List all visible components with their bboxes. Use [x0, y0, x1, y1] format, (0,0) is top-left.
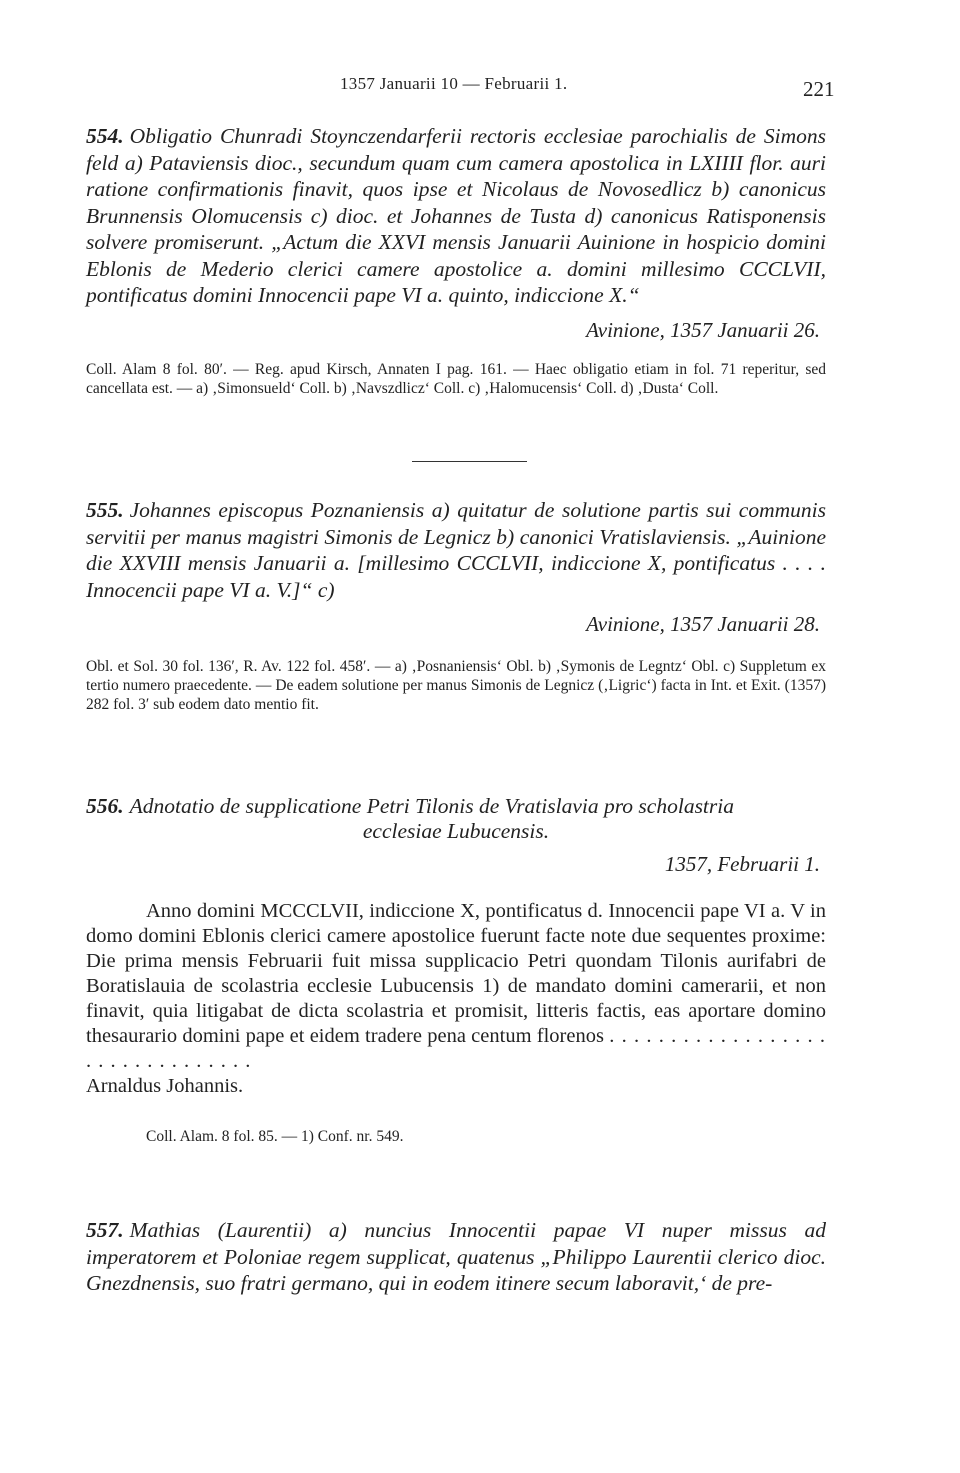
entry-556-title — [86, 793, 826, 820]
entry-title-line1: Adnotatio de supplicatione Petri Tilonis de Vratislavia pro scholastria — [129, 794, 734, 818]
entry-number: 556. — [86, 794, 124, 818]
entry-554-notes: Coll. Alam 8 fol. 80′. — Reg. apud Kirsch, Annaten I pag. 161. — Haec obligatio etiam in fol. 71 reperitur, sed cancellata est. — a) ‚Simonsueld‘ Coll. b) ‚Navszdlicz‘ Coll. c) ‚Halomucensis‘ Coll. d) ‚Dusta‘ Coll. — [86, 361, 826, 397]
entry-text: Mathias (Laurentii) a) nuncius Innocentii papae VI nuper missus ad imperatorem et Poloniae regem supplicat, quatenus „Philippo Laurentii clerico dioc. Gnezdnensis, suo fratri germano, qui in eodem itinere secum laboravit,‘ de pre- — [86, 1218, 826, 1295]
entry-text: Obligatio Chunradi Stoynczendarferii rectoris ecclesiae parochialis de Simons feld a) Pataviensis dioc., secundum quam cum camera apostolica in LXIIII flor. auri ratione confirmationis finavit, quos ipse et Nicolaus de Novosedlicz b) canonicus Brunnensis Olomucensis c) dioc. et Johannes de Tusta d) canonicus Ratisponensis solvere promiserunt. „Actum die XXVI mensis Januarii Auinione in hospicio domini Eblonis de Mederio clerici camere apostolice a. domini millesimo CCCLVII, pontificatus domini Innocencii pape VI a. quinto, indiccione X.“ — [86, 124, 826, 307]
entry-555-date: Avinione, 1357 Januarii 28. — [586, 612, 820, 636]
entry-555-notes: Obl. et Sol. 30 fol. 136′, R. Av. 122 fol. 458′. — a) ‚Posnaniensis‘ Obl. b) ‚Symonis de Legntz‘ Obl. c) Suppletum ex tertio numero praecedente. — De eadem solutione per manus Simonis de Legnicz (‚Ligric‘) facta in Int. et Exit. (1357) 282 fol. 3′ sub eodem dato mentio fit. — [86, 658, 826, 713]
entry-556-body — [86, 899, 826, 1074]
entry-556-signature: Arnaldus Johannis. — [86, 1075, 244, 1097]
entry-number: 557. — [86, 1218, 124, 1242]
entry-554-date: Avinione, 1357 Januarii 26. — [586, 318, 820, 342]
entry-number: 555. — [86, 498, 124, 522]
page-number: 221 — [803, 77, 835, 101]
body-text: Anno domini MCCCLVII, indiccione X, pontificatus d. Innocencii pape VI a. V in domo domini Eblonis clerici camere apostolice fuerunt facte note due sequentes proxime: Die prima mensis Februarii fuit missa supplicacio Petri quondam Tilonis aurifabri de Boratislauia de scolastria ecclesie Lubucensis 1) de mandato domini camerarii, et non finavit, quia litigabat de dicta scolastria et promisit, litteris factis, eas aportare domino thesaurario domini pape et eidem tradere pena centum florenos — [86, 900, 826, 1047]
entry-556-date: 1357, Februarii 1. — [664, 852, 820, 876]
divider — [412, 461, 527, 462]
entry-556-notes: Coll. Alam. 8 fol. 85. — 1) Conf. nr. 549. — [146, 1128, 404, 1145]
running-title: 1357 Januarii 10 — Februarii 1. — [340, 74, 568, 93]
entry-555-summary — [86, 497, 826, 603]
leader-dots: . . . . . . . . . . . . . . . . . . . . . . . . . . . . . . . . — [86, 1025, 826, 1072]
entry-554-summary — [86, 123, 826, 309]
entry-557-summary — [86, 1217, 826, 1297]
entry-text: Johannes episcopus Poznaniensis a) quitatur de solutione partis sui communis servitii per manus magistri Simonis de Legnicz b) canonici Vratislaviensis. „Auinione die XXVIII mensis Januarii a. [millesimo CCCLVII, indiccione X, pontificatus . . . . Innocencii pape VI a. V.]“ c) — [86, 498, 826, 602]
page-header — [0, 74, 960, 104]
entry-556-title-line2: ecclesiae Lubucensis. — [362, 819, 550, 843]
entry-number: 554. — [86, 124, 124, 148]
